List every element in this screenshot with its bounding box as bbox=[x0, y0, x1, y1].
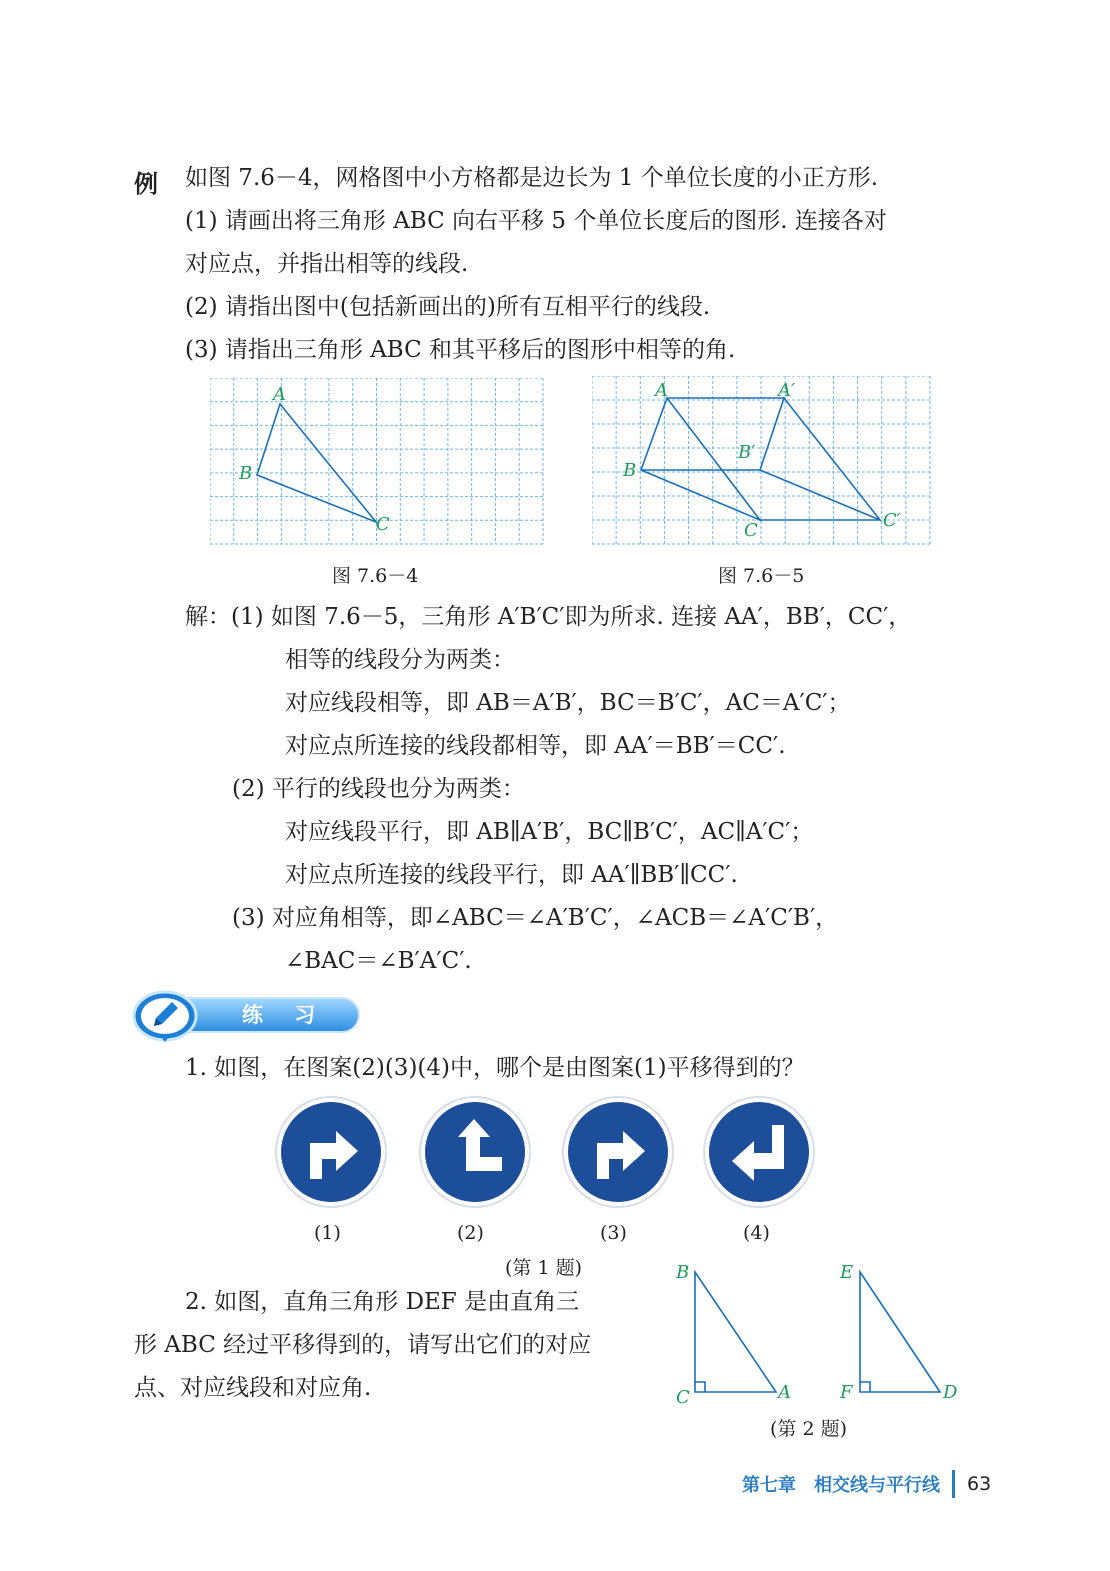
solution-2-line1: (2) 平行的线段也分为两类： bbox=[232, 776, 525, 802]
triangle-def-right bbox=[860, 1272, 940, 1392]
practice-badge bbox=[132, 990, 362, 1042]
example-q3: (3) 请指出三角形 ABC 和其平移后的图形中相等的角. bbox=[185, 337, 736, 363]
footer-divider bbox=[952, 1470, 955, 1498]
solution-1-line1: 解：(1) 如图 7.6－5，三角形 A′B′C′即为所求. 连接 AA′，BB′，CC′， bbox=[185, 604, 912, 630]
solution-3-line1: (3) 对应角相等，即∠ABC＝∠A′B′C′，∠ACB＝∠A′C′B′， bbox=[232, 905, 839, 931]
figure-7-6-4-caption: 图 7.6－4 bbox=[332, 565, 419, 587]
sign-caption-4: (4) bbox=[743, 1222, 770, 1244]
example-q1-line1: (1) 请画出将三角形 ABC 向右平移 5 个单位长度后的图形. 连接各对 bbox=[185, 208, 887, 234]
practice-1-text: 1. 如图，在图案(2)(3)(4)中，哪个是由图案(1)平移得到的？ bbox=[185, 1055, 805, 1081]
chapter-title: 第七章 相交线与平行线 bbox=[742, 1475, 940, 1496]
sign-right-turn-3 bbox=[561, 1095, 675, 1209]
sign-caption-2: (2) bbox=[457, 1222, 484, 1244]
practice-2-line1: 2. 如图，直角三角形 DEF 是由直角三 bbox=[185, 1289, 580, 1315]
label-c-prime: C′ bbox=[883, 510, 901, 531]
right-angle-mark-f bbox=[860, 1382, 870, 1392]
figure-7-6-4 bbox=[210, 378, 544, 546]
solution-1-line3: 对应线段相等，即 AB＝A′B′，BC＝B′C′，AC＝A′C′； bbox=[285, 690, 851, 716]
page-footer bbox=[742, 1468, 991, 1500]
figure-7-6-5 bbox=[592, 376, 932, 546]
sign-caption-1: (1) bbox=[314, 1222, 341, 1244]
practice-2-caption: (第 2 题) bbox=[770, 1418, 847, 1440]
example-q1-line2: 对应点，并指出相等的线段. bbox=[185, 251, 469, 277]
label-d: D bbox=[943, 1382, 958, 1403]
label-b-prime: B′ bbox=[738, 442, 756, 463]
label-a: A bbox=[655, 380, 668, 401]
label-a: A bbox=[778, 1382, 791, 1403]
practice-2-line2: 形 ABC 经过平移得到的，请写出它们的对应 bbox=[134, 1332, 592, 1358]
label-c: C bbox=[744, 520, 758, 541]
label-e: E bbox=[840, 1262, 854, 1283]
practice-badge-label: 练 习 bbox=[242, 1003, 328, 1027]
pencil-icon bbox=[132, 990, 202, 1042]
sign-left-down-turn bbox=[702, 1095, 816, 1209]
practice-2-figure bbox=[668, 1258, 968, 1408]
sign-up-turn bbox=[418, 1095, 532, 1209]
example-intro: 如图 7.6－4，网格图中小方格都是边长为 1 个单位长度的小正方形. bbox=[185, 165, 879, 191]
solution-1-line2: 相等的线段分为两类： bbox=[285, 647, 515, 673]
triangle-abc-right bbox=[695, 1272, 776, 1392]
solution-2-line2: 对应线段平行，即 AB∥A′B′，BC∥B′C′，AC∥A′C′； bbox=[285, 819, 814, 845]
label-b: B bbox=[676, 1262, 690, 1283]
label-a-prime: A′ bbox=[778, 380, 796, 401]
right-angle-mark-c bbox=[695, 1382, 705, 1392]
label-f: F bbox=[840, 1382, 853, 1403]
label-b: B bbox=[623, 460, 637, 481]
triangle-abc bbox=[257, 404, 376, 522]
label-c: C bbox=[376, 514, 390, 535]
label-b: B bbox=[239, 463, 253, 484]
example-q2: (2) 请指出图中(包括新画出的)所有互相平行的线段. bbox=[185, 294, 711, 320]
practice-2-line3: 点、对应线段和对应角. bbox=[134, 1375, 372, 1401]
label-a: A bbox=[273, 384, 286, 405]
sign-right-turn-1 bbox=[274, 1095, 388, 1209]
label-c: C bbox=[676, 1387, 690, 1408]
practice-1-caption: (第 1 题) bbox=[505, 1257, 582, 1279]
triangle-a2b2c2 bbox=[760, 398, 880, 520]
solution-3-line2: ∠BAC＝∠B′A′C′. bbox=[285, 948, 472, 974]
sign-caption-3: (3) bbox=[600, 1222, 627, 1244]
page-number: 63 bbox=[967, 1473, 992, 1495]
solution-1-line4: 对应点所连接的线段都相等，即 AA′＝BB′＝CC′. bbox=[285, 733, 786, 759]
solution-2-line3: 对应点所连接的线段平行，即 AA′∥BB′∥CC′. bbox=[285, 862, 738, 888]
figure-7-6-5-caption: 图 7.6－5 bbox=[718, 565, 805, 587]
example-marker: 例 bbox=[134, 170, 158, 198]
